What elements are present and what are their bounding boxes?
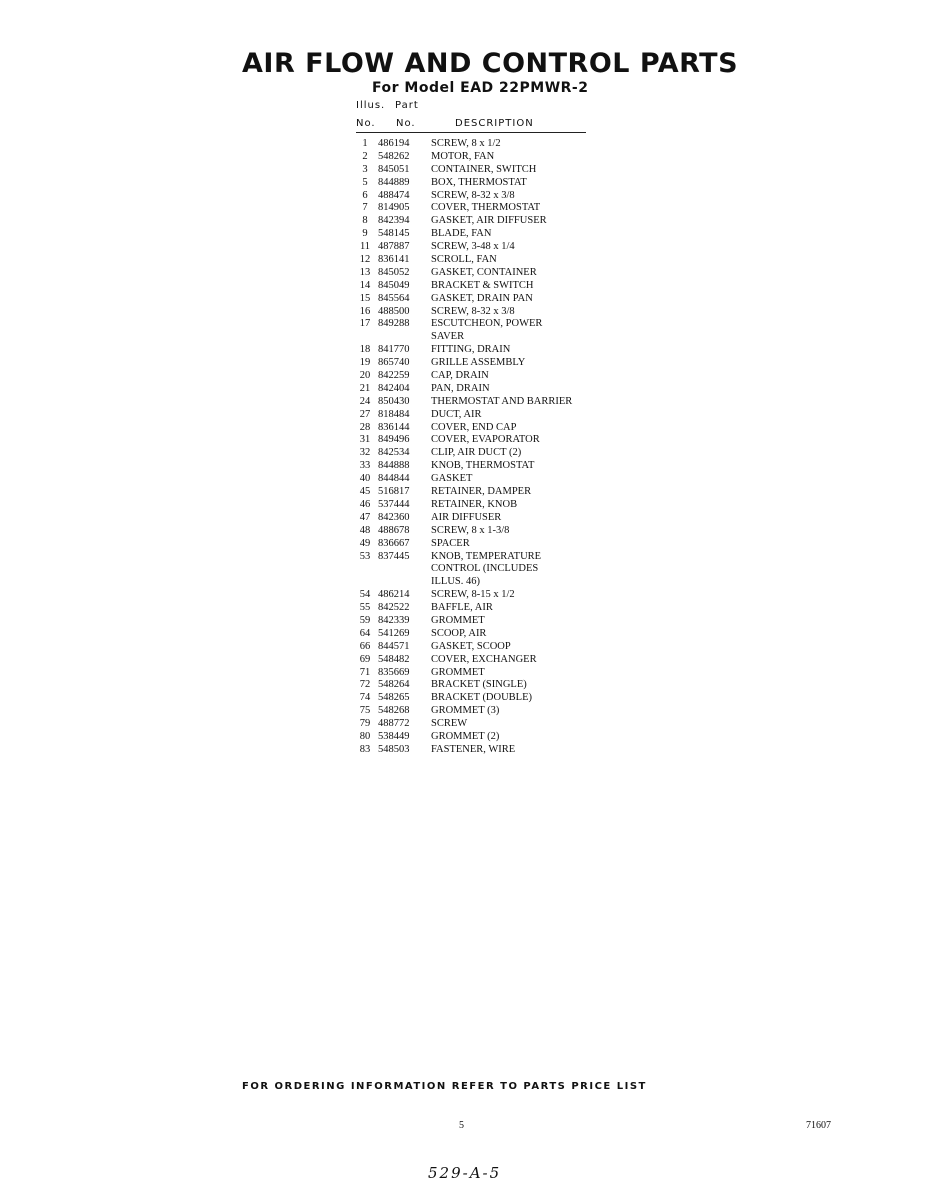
part-description: GROMMET — [431, 614, 485, 626]
table-row — [354, 731, 601, 744]
illus-number: 55 — [359, 602, 371, 614]
table-row — [354, 473, 601, 486]
illus-number: 18 — [359, 344, 371, 356]
table-row — [354, 654, 601, 667]
part-description: SCREW, 8-32 x 3/8 — [431, 189, 515, 201]
illus-number: 2 — [362, 150, 368, 162]
part-number: 548268 — [378, 705, 410, 717]
table-row — [354, 228, 601, 241]
table-row — [354, 344, 601, 357]
illus-number — [354, 576, 376, 589]
part-description: GROMMET (2) — [431, 730, 500, 742]
illus-number: 12 — [359, 254, 371, 266]
illus-number: 71 — [359, 666, 371, 678]
table-row — [354, 705, 601, 718]
part-number: 845052 — [378, 266, 410, 278]
part-number: 842404 — [378, 382, 410, 394]
part-number: 837445 — [378, 550, 410, 562]
handwritten-code: 529-A-5 — [428, 1164, 502, 1182]
col-header-part-top: Part — [395, 100, 419, 111]
part-number: 548503 — [378, 743, 410, 755]
table-row — [354, 538, 601, 551]
table-row — [354, 318, 601, 331]
table-row — [354, 254, 601, 267]
part-description: BRACKET (DOUBLE) — [431, 692, 533, 704]
part-number: 849288 — [378, 318, 410, 330]
illus-number: 8 — [362, 215, 368, 227]
part-number: 516817 — [378, 486, 410, 498]
illus-number: 21 — [359, 382, 371, 394]
part-number: 488474 — [378, 189, 410, 201]
illus-number: 48 — [359, 524, 371, 536]
part-description: COVER, THERMOSTAT — [431, 202, 541, 214]
table-row — [354, 486, 601, 499]
table-row — [354, 447, 601, 460]
illus-number: 66 — [359, 640, 371, 652]
part-number: 842360 — [378, 511, 410, 523]
table-row — [354, 667, 601, 680]
illus-number: 64 — [359, 627, 371, 639]
illus-number — [354, 563, 376, 576]
part-number — [376, 576, 431, 589]
table-row — [354, 241, 601, 254]
illus-number: 28 — [359, 421, 371, 433]
part-number: 814905 — [378, 202, 410, 214]
part-number: 548264 — [378, 679, 410, 691]
table-row — [354, 151, 601, 164]
table-row — [354, 396, 601, 409]
part-number: 488500 — [378, 305, 410, 317]
table-row — [354, 293, 601, 306]
table-row — [354, 718, 601, 731]
table-row — [354, 602, 601, 615]
illus-number: 14 — [359, 279, 371, 291]
part-description: GASKET, AIR DIFFUSER — [431, 215, 547, 227]
part-description: SCREW, 3-48 x 1/4 — [431, 241, 515, 253]
part-description: COVER, EXCHANGER — [431, 653, 537, 665]
part-description: RETAINER, DAMPER — [431, 486, 532, 498]
part-description: DUCT, AIR — [431, 408, 482, 420]
part-description: SCROLL, FAN — [431, 254, 497, 266]
part-number: 836667 — [378, 537, 410, 549]
part-number: 844888 — [378, 460, 410, 472]
part-description: COVER, EVAPORATOR — [431, 434, 540, 446]
part-number: 488772 — [378, 718, 410, 730]
illus-number: 83 — [359, 743, 371, 755]
part-number: 842522 — [378, 602, 410, 614]
part-description: SCREW, 8-32 x 3/8 — [431, 305, 515, 317]
illus-number: 17 — [359, 318, 371, 330]
illus-number: 16 — [359, 305, 371, 317]
table-row — [354, 138, 601, 151]
table-row — [354, 164, 601, 177]
part-description: AIR DIFFUSER — [431, 511, 502, 523]
table-row — [354, 409, 601, 422]
part-description: CLIP, AIR DUCT (2) — [431, 447, 522, 459]
table-row — [354, 357, 601, 370]
part-number: 845564 — [378, 292, 410, 304]
part-description: SCREW, 8-15 x 1/2 — [431, 589, 515, 601]
part-description: FITTING, DRAIN — [431, 344, 511, 356]
part-description: CONTAINER, SWITCH — [431, 163, 537, 175]
table-row — [354, 576, 601, 589]
part-description: BRACKET & SWITCH — [431, 279, 534, 291]
part-number: 842534 — [378, 447, 410, 459]
table-row — [354, 306, 601, 319]
part-number: 538449 — [378, 730, 410, 742]
table-row — [354, 422, 601, 435]
model-subtitle: For Model EAD 22PMWR-2 — [372, 80, 589, 96]
part-description: BRACKET (SINGLE) — [431, 679, 527, 691]
page-title: AIR FLOW AND CONTROL PARTS — [242, 48, 739, 79]
parts-list — [354, 138, 601, 757]
illus-number: 59 — [359, 614, 371, 626]
part-number: 850430 — [378, 395, 410, 407]
part-description: SPACER — [431, 537, 470, 549]
table-row — [354, 512, 601, 525]
illus-number: 45 — [359, 486, 371, 498]
illus-number: 24 — [359, 395, 371, 407]
part-description: SCOOP, AIR — [431, 627, 487, 639]
illus-number: 33 — [359, 460, 371, 472]
part-number: 842339 — [378, 614, 410, 626]
part-number: 836141 — [378, 254, 410, 266]
part-number: 844571 — [378, 640, 410, 652]
table-row — [354, 499, 601, 512]
illus-number: 72 — [359, 679, 371, 691]
part-description: MOTOR, FAN — [431, 150, 495, 162]
part-number: 842394 — [378, 215, 410, 227]
illus-number: 32 — [359, 447, 371, 459]
illus-number: 54 — [359, 589, 371, 601]
part-description: GROMMET (3) — [431, 705, 500, 717]
table-row — [354, 615, 601, 628]
illus-number: 46 — [359, 498, 371, 510]
table-row — [354, 563, 601, 576]
table-row — [354, 267, 601, 280]
table-row — [354, 589, 601, 602]
part-description: GROMMET — [431, 666, 485, 678]
part-number: 548482 — [378, 653, 410, 665]
part-number: 849496 — [378, 434, 410, 446]
part-description: BAFFLE, AIR — [431, 602, 493, 614]
table-row — [354, 679, 601, 692]
illus-number: 80 — [359, 730, 371, 742]
part-number: 845049 — [378, 279, 410, 291]
illus-number: 19 — [359, 357, 371, 369]
part-number: 835669 — [378, 666, 410, 678]
illus-number: 7 — [362, 202, 368, 214]
part-description: RETAINER, KNOB — [431, 498, 518, 510]
part-number: 844844 — [378, 473, 410, 485]
part-number: 548262 — [378, 150, 410, 162]
col-header-illus-no: No. — [356, 118, 376, 129]
part-number: 488678 — [378, 524, 410, 536]
part-number: 842259 — [378, 370, 410, 382]
table-row — [354, 383, 601, 396]
illus-number: 75 — [359, 705, 371, 717]
part-number — [376, 563, 431, 576]
part-number: 865740 — [378, 357, 410, 369]
table-row — [354, 177, 601, 190]
table-row — [354, 331, 601, 344]
table-row — [354, 460, 601, 473]
part-description: BOX, THERMOSTAT — [431, 176, 527, 188]
table-row — [354, 641, 601, 654]
part-number: 486194 — [378, 138, 410, 149]
illus-number: 53 — [359, 550, 371, 562]
part-number: 541269 — [378, 627, 410, 639]
table-row — [354, 434, 601, 447]
part-description: ESCUTCHEON, POWER — [431, 318, 543, 330]
table-row — [354, 190, 601, 203]
part-description: KNOB, THERMOSTAT — [431, 460, 535, 472]
part-description: PAN, DRAIN — [431, 382, 490, 394]
part-description: CONTROL (INCLUDES — [431, 563, 539, 575]
col-header-description: DESCRIPTION — [455, 118, 534, 129]
part-description: SCREW, 8 x 1-3/8 — [431, 524, 510, 536]
table-row — [354, 215, 601, 228]
part-description: BLADE, FAN — [431, 228, 492, 240]
part-description: FASTENER, WIRE — [431, 743, 516, 755]
illus-number: 31 — [359, 434, 371, 446]
part-description: SCREW, 8 x 1/2 — [431, 138, 501, 149]
part-number: 487887 — [378, 241, 410, 253]
part-description: GASKET, SCOOP — [431, 640, 511, 652]
document-number: 71607 — [806, 1120, 831, 1131]
ordering-note: FOR ORDERING INFORMATION REFER TO PARTS PRICE LIST — [242, 1081, 647, 1092]
illus-number: 40 — [359, 473, 371, 485]
part-number: 845051 — [378, 163, 410, 175]
part-number: 548145 — [378, 228, 410, 240]
table-row — [354, 551, 601, 564]
col-header-part-no: No. — [396, 118, 416, 129]
part-number: 844889 — [378, 176, 410, 188]
table-row — [354, 280, 601, 293]
illus-number: 79 — [359, 718, 371, 730]
part-number — [376, 331, 431, 344]
table-row — [354, 370, 601, 383]
illus-number: 20 — [359, 370, 371, 382]
illus-number: 27 — [359, 408, 371, 420]
page-number: 5 — [459, 1120, 464, 1131]
part-number: 548265 — [378, 692, 410, 704]
part-number: 486214 — [378, 589, 410, 601]
illus-number: 3 — [362, 163, 368, 175]
part-description: GASKET — [431, 473, 473, 485]
illus-number: 11 — [359, 241, 371, 253]
illus-number: 69 — [359, 653, 371, 665]
illus-number: 9 — [362, 228, 368, 240]
illus-number: 13 — [359, 266, 371, 278]
part-description: THERMOSTAT AND BARRIER — [431, 395, 573, 407]
col-header-illus-top: Illus. — [356, 100, 386, 111]
part-description: GASKET, CONTAINER — [431, 266, 537, 278]
illus-number: 74 — [359, 692, 371, 704]
table-row — [354, 744, 601, 757]
illus-number: 1 — [362, 138, 368, 149]
part-description: CAP, DRAIN — [431, 370, 489, 382]
table-row — [354, 525, 601, 538]
illus-number: 15 — [359, 292, 371, 304]
part-description: GRILLE ASSEMBLY — [431, 357, 526, 369]
part-description: GASKET, DRAIN PAN — [431, 292, 533, 304]
table-row — [354, 692, 601, 705]
header-rule — [356, 132, 586, 133]
illus-number: 5 — [362, 176, 368, 188]
part-number: 818484 — [378, 408, 410, 420]
part-number: 836144 — [378, 421, 410, 433]
part-description: SCREW — [431, 718, 468, 730]
part-number: 537444 — [378, 498, 410, 510]
illus-number: 47 — [359, 511, 371, 523]
part-description: ILLUS. 46) — [431, 576, 480, 588]
table-row — [354, 628, 601, 641]
part-description: SAVER — [431, 331, 465, 343]
table-row — [354, 202, 601, 215]
part-description: COVER, END CAP — [431, 421, 517, 433]
illus-number: 6 — [362, 189, 368, 201]
illus-number — [354, 331, 376, 344]
part-number: 841770 — [378, 344, 410, 356]
part-description: KNOB, TEMPERATURE — [431, 550, 542, 562]
illus-number: 49 — [359, 537, 371, 549]
